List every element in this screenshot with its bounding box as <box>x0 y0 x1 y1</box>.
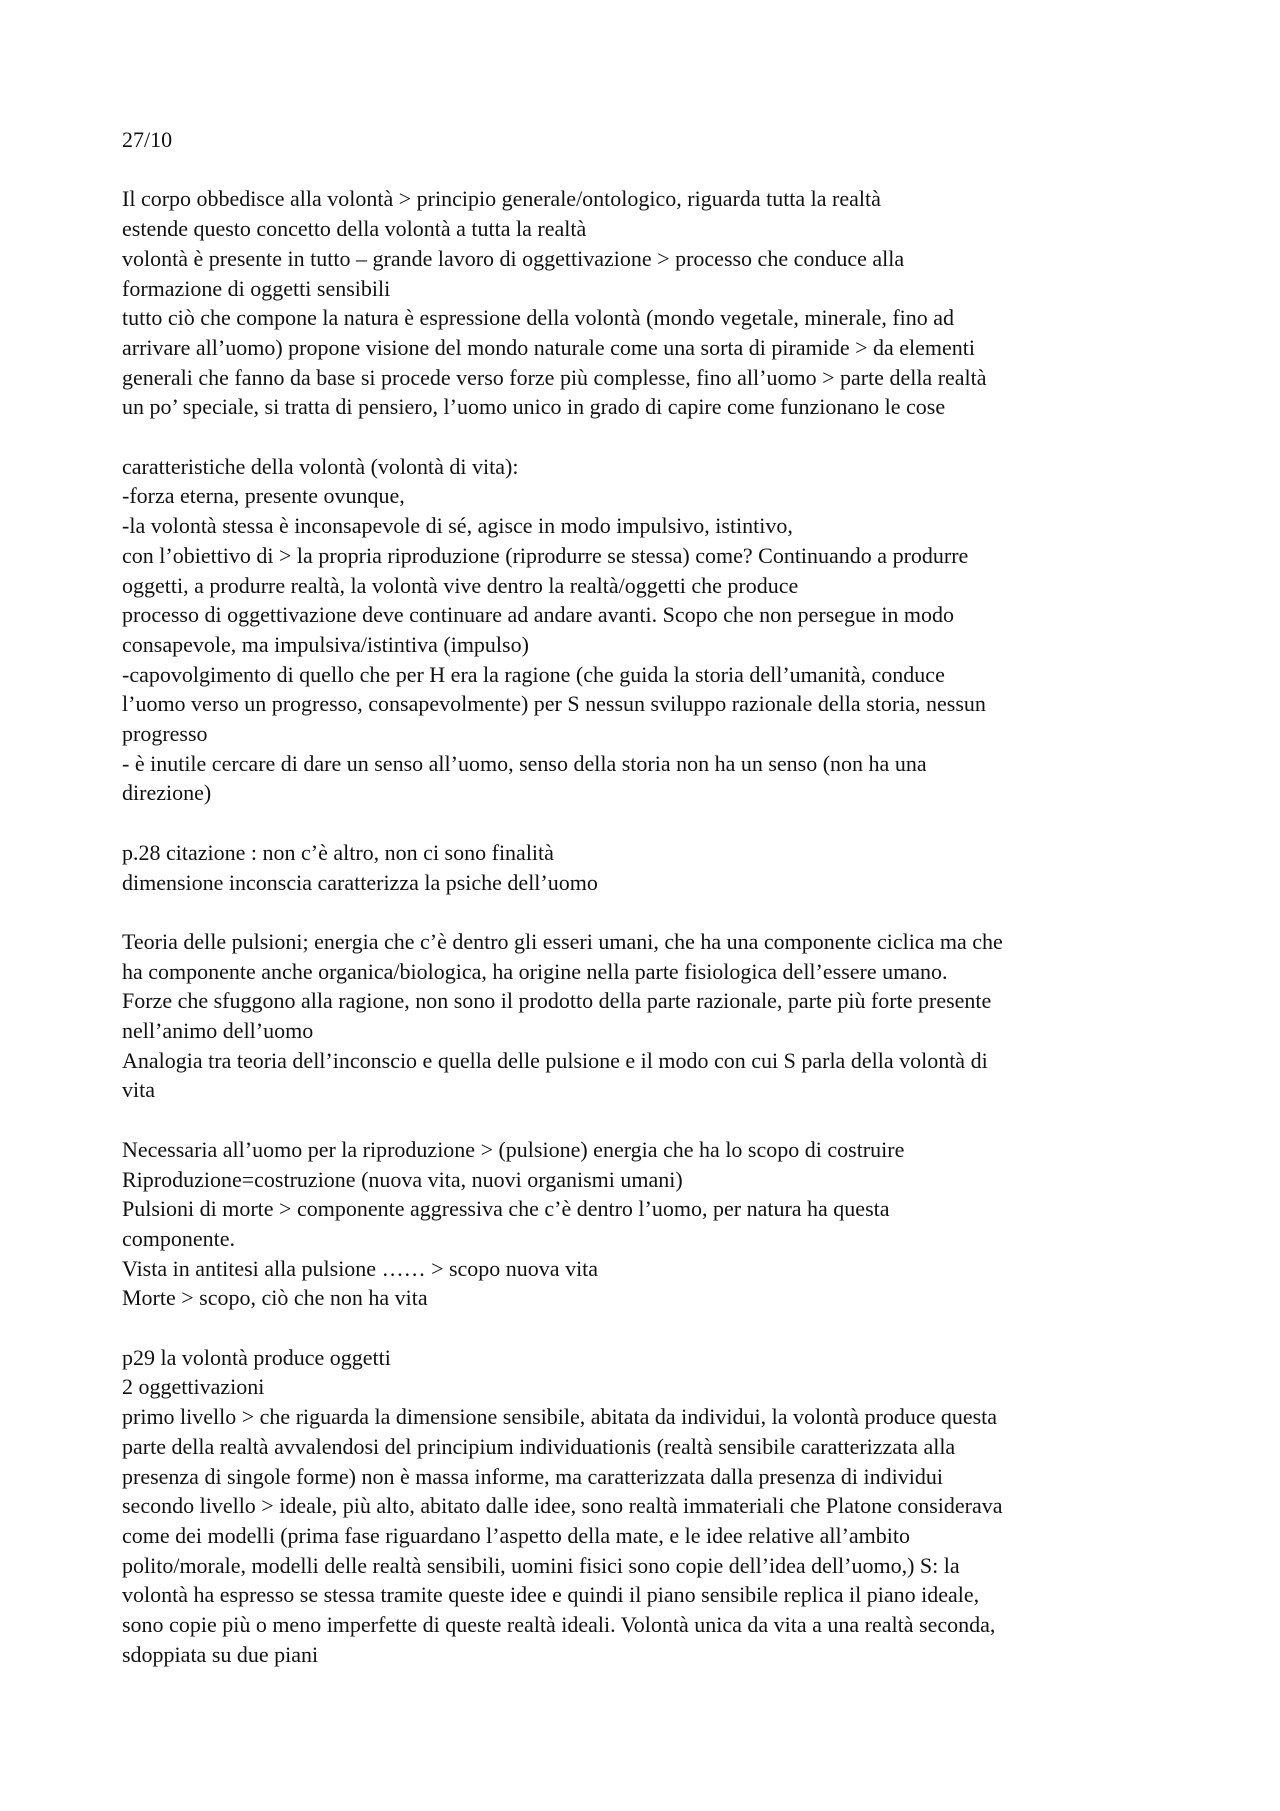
text-line: secondo livello > ideale, più alto, abitato dalle idee, sono realtà immateriali che Platone considerava <box>122 1493 1003 1519</box>
text-line: Necessaria all’uomo per la riproduzione > (pulsione) energia che ha lo scopo di costruire <box>122 1136 905 1162</box>
text-line: sono copie più o meno imperfette di queste realtà ideali. Volontà unica da vita a una realtà seconda, <box>122 1612 996 1638</box>
text-line: formazione di oggetti sensibili <box>122 275 391 301</box>
text-line: Pulsioni di morte > componente aggressiva che c’è dentro l’uomo, per natura ha questa <box>122 1196 890 1222</box>
text-line: -capovolgimento di quello che per H era la ragione (che guida la storia dell’umanità, conduce <box>122 661 945 687</box>
blank-line <box>122 1313 1172 1343</box>
text-line: Morte > scopo, ciò che non ha vita <box>122 1285 428 1311</box>
text-line: Analogia tra teoria dell’inconscio e quella delle pulsione e il modo con cui S parla della volontà di <box>122 1047 988 1073</box>
text-line: volontà ha espresso se stessa tramite queste idee e quindi il piano sensibile replica il piano ideale, <box>122 1582 980 1608</box>
text-line: dimensione inconscia caratterizza la psiche dell’uomo <box>122 869 598 895</box>
text-line: -forza eterna, presente ovunque, <box>122 483 405 509</box>
blank-line <box>122 155 1172 185</box>
text-line: tutto ciò che compone la natura è espressione della volontà (mondo vegetale, minerale, fino ad <box>122 305 955 331</box>
document-date: 27/10 <box>122 127 173 152</box>
text-line: direzione) <box>122 780 212 806</box>
text-line: Vista in antitesi alla pulsione …… > scopo nuova vita <box>122 1255 599 1281</box>
text-line: - è inutile cercare di dare un senso all’uomo, senso della storia non ha un senso (non ha una <box>122 750 927 776</box>
text-line: consapevole, ma impulsiva/istintiva (impulso) <box>122 631 529 657</box>
document-body <box>122 155 1172 1670</box>
text-line: primo livello > che riguarda la dimensione sensibile, abitata da individui, la volontà produce questa <box>122 1404 998 1430</box>
text-line: arrivare all’uomo) propone visione del mondo naturale come una sorta di piramide > da elementi <box>122 334 976 360</box>
text-line: sdoppiata su due piani <box>122 1641 319 1667</box>
text-line: Il corpo obbedisce alla volontà > principio generale/ontologico, riguarda tutta la realtà <box>122 186 881 212</box>
text-line: polito/morale, modelli delle realtà sensibili, uomini fisici sono copie dell’idea dell’uomo,) S: la <box>122 1552 960 1578</box>
text-line: l’uomo verso un progresso, consapevolmente) per S nessun sviluppo razionale della storia, nessun <box>122 691 986 717</box>
blank-line <box>122 808 1172 838</box>
text-line: generali che fanno da base si procede verso forze più complesse, fino all’uomo > parte della realtà <box>122 364 987 390</box>
text-line: 2 oggettivazioni <box>122 1374 265 1400</box>
text-line: caratteristiche della volontà (volontà di vita): <box>122 453 519 479</box>
text-line: parte della realtà avvalendosi del principium individuationis (realtà sensibile caratterizzata alla <box>122 1433 956 1459</box>
document-page <box>122 125 1172 1669</box>
text-line: nell’animo dell’uomo <box>122 1018 314 1044</box>
text-line: oggetti, a produrre realtà, la volontà vive dentro la realtà/oggetti che produce <box>122 572 799 598</box>
text-line: -la volontà stessa è inconsapevole di sé, agisce in modo impulsivo, istintivo, <box>122 513 793 539</box>
blank-line <box>122 1105 1172 1135</box>
text-line: Riproduzione=costruzione (nuova vita, nuovi organismi umani) <box>122 1166 683 1192</box>
text-line: ha componente anche organica/biologica, ha origine nella parte fisiologica dell’essere umano. <box>122 958 948 984</box>
blank-line <box>122 897 1172 927</box>
text-line: p.28 citazione : non c’è altro, non ci sono finalità <box>122 839 554 865</box>
text-line: Teoria delle pulsioni; energia che c’è dentro gli esseri umani, che ha una componente ciclica ma che <box>122 928 1003 954</box>
text-line: un po’ speciale, si tratta di pensiero, l’uomo unico in grado di capire come funzionano le cose <box>122 394 946 420</box>
text-line: con l’obiettivo di > la propria riproduzione (riprodurre se stessa) come? Continuando a produrre <box>122 542 969 568</box>
text-line: Forze che sfuggono alla ragione, non sono il prodotto della parte razionale, parte più forte presente <box>122 988 992 1014</box>
text-line: presenza di singole forme) non è massa informe, ma caratterizzata dalla presenza di individui <box>122 1463 943 1489</box>
text-line: p29 la volontà produce oggetti <box>122 1344 391 1370</box>
text-line: volontà è presente in tutto – grande lavoro di oggettivazione > processo che conduce alla <box>122 245 905 271</box>
text-line: come dei modelli (prima fase riguardano l’aspetto della mate, e le idee relative all’ambito <box>122 1522 911 1548</box>
text-line: vita <box>122 1077 155 1103</box>
text-line: progresso <box>122 721 208 747</box>
text-line: componente. <box>122 1225 236 1251</box>
text-line: estende questo concetto della volontà a tutta la realtà <box>122 216 587 242</box>
text-line: processo di oggettivazione deve continuare ad andare avanti. Scopo che non persegue in modo <box>122 602 955 628</box>
blank-line <box>122 422 1172 452</box>
